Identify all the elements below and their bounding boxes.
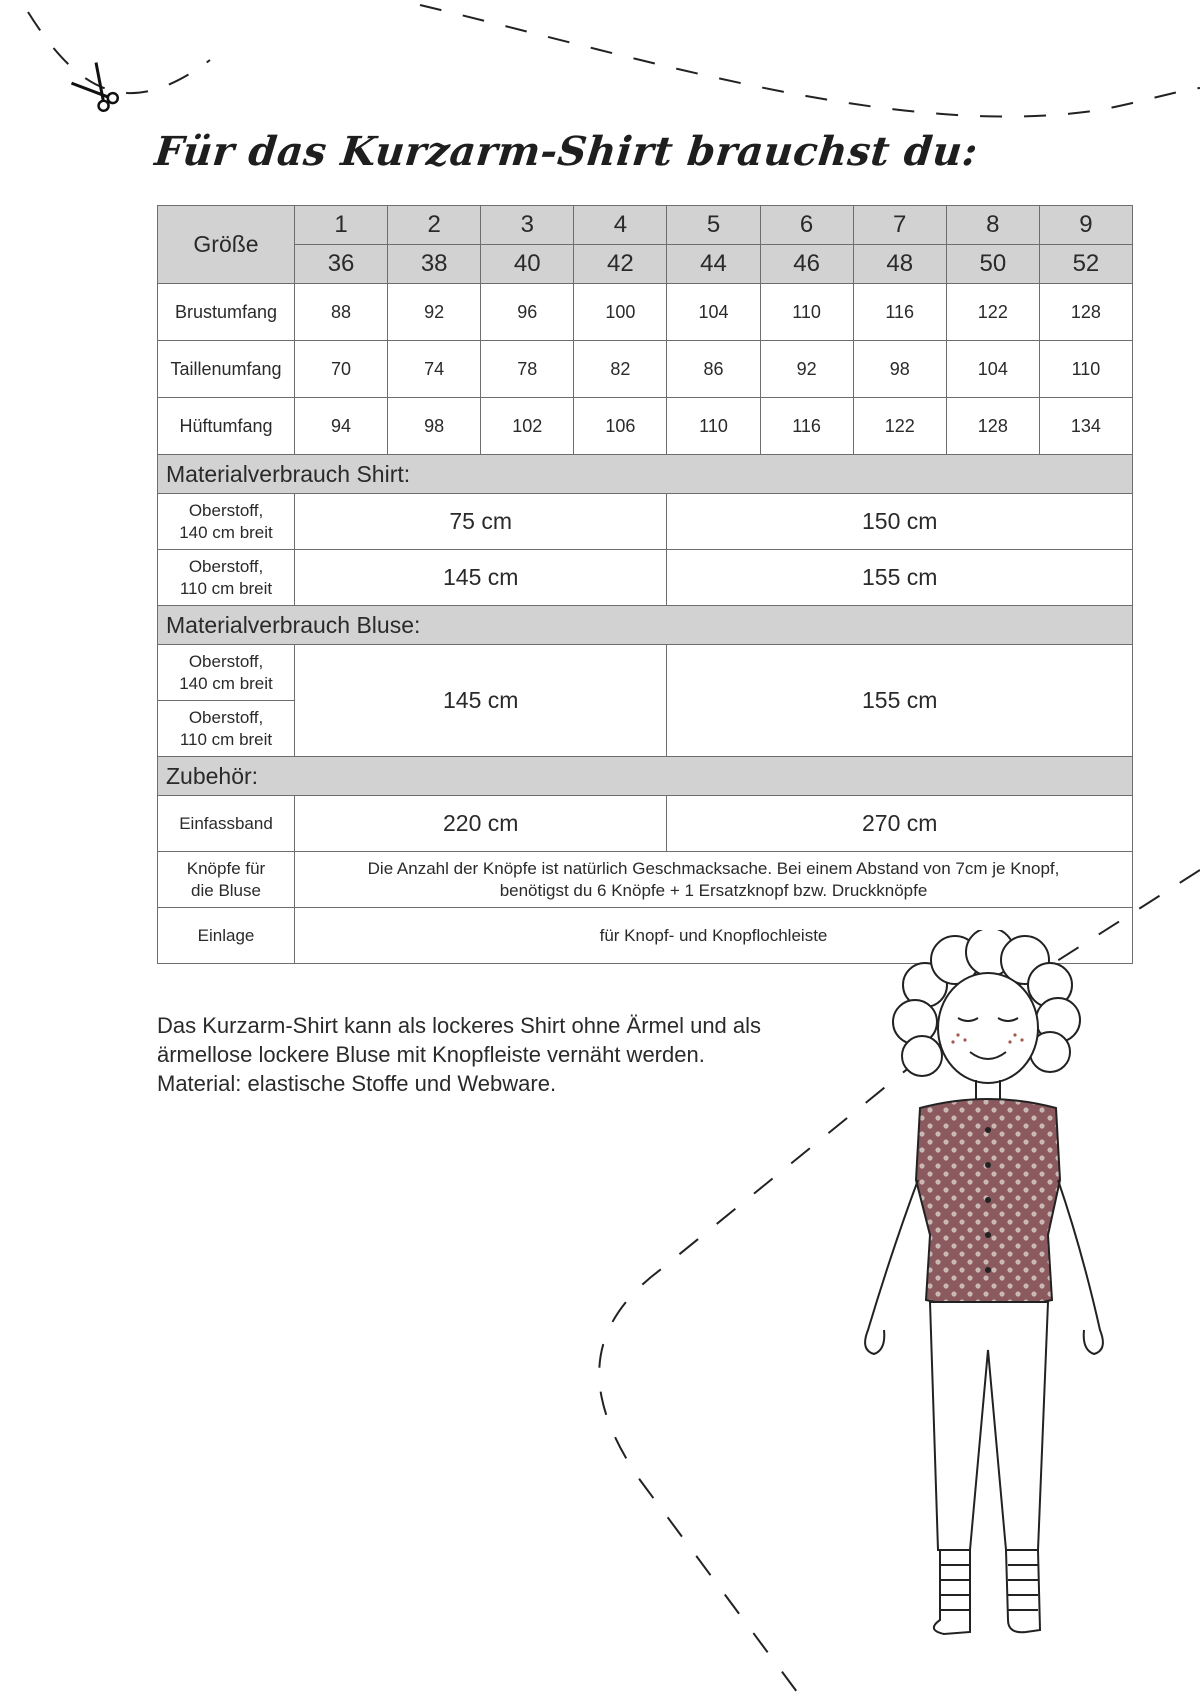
- shirt-row-140: [158, 494, 1133, 550]
- fabric-label-line: Oberstoff,: [188, 500, 264, 520]
- buttons-note: [295, 852, 1133, 908]
- size-cell: 4: [574, 206, 667, 245]
- intro-line: Das Kurzarm-Shirt kann als lockeres Shirt ohne Ärmel und als: [157, 1013, 762, 1038]
- eu-size-cell: 48: [853, 245, 946, 284]
- size-cell: 1: [295, 206, 388, 245]
- measurement-row-hip: [158, 398, 1133, 455]
- section-row-accessories: [158, 757, 1133, 796]
- fabric-width-line: 140 cm breit: [179, 673, 273, 693]
- measurement-cell: 104: [946, 341, 1039, 398]
- buttons-label-line: die Bluse: [191, 880, 261, 900]
- fabric-label: [158, 645, 295, 701]
- measurement-cell: 122: [946, 284, 1039, 341]
- buttons-label: [158, 852, 295, 908]
- measurement-cell: 106: [574, 398, 667, 455]
- fabric-label-line: Oberstoff,: [188, 651, 264, 671]
- measurement-row-bust: [158, 284, 1133, 341]
- measurement-cell: 98: [853, 341, 946, 398]
- measurement-cell: 116: [760, 398, 853, 455]
- size-cell: 5: [667, 206, 760, 245]
- measurement-cell: 86: [667, 341, 760, 398]
- binding-label: Einfassband: [158, 796, 295, 852]
- intro-line: ärmellose lockere Bluse mit Knopfleiste vernäht werden.: [157, 1042, 705, 1067]
- page-title: Für das Kurzarm-Shirt brauchst du:: [152, 128, 981, 175]
- measurement-cell: 88: [295, 284, 388, 341]
- face: [938, 973, 1038, 1083]
- section-heading-shirt: Materialverbrauch Shirt:: [158, 455, 1133, 494]
- eu-size-cell: 38: [388, 245, 481, 284]
- intro-line: Material: elastische Stoffe und Webware.: [157, 1071, 557, 1096]
- measurement-label: Taillenumfang: [158, 341, 295, 398]
- size-cell: 2: [388, 206, 481, 245]
- measurement-cell: 96: [481, 284, 574, 341]
- blouse-row-140: [158, 645, 1133, 701]
- fabric-label-line: Oberstoff,: [188, 707, 264, 727]
- measurement-label: Hüftumfang: [158, 398, 295, 455]
- eu-size-cell: 40: [481, 245, 574, 284]
- measurement-cell: 102: [481, 398, 574, 455]
- buttons-note-line: Die Anzahl der Knöpfe ist natürlich Geschmacksache. Bei einem Abstand von 7cm je Knopf,: [367, 858, 1060, 878]
- section-row-shirt: [158, 455, 1133, 494]
- interfacing-label: Einlage: [158, 908, 295, 964]
- measurement-cell: 110: [1039, 341, 1132, 398]
- intro-text: [157, 1011, 877, 1098]
- fabric-width-line: 140 cm breit: [179, 522, 273, 542]
- striped-socks: [934, 1550, 1040, 1634]
- fabric-width-line: 110 cm breit: [179, 578, 273, 598]
- size-number-row: [158, 206, 1133, 245]
- measurement-cell: 128: [946, 398, 1039, 455]
- measurement-cell: 94: [295, 398, 388, 455]
- size-cell: 7: [853, 206, 946, 245]
- fabric-width-line: 110 cm breit: [179, 729, 273, 749]
- buttons-label-line: Knöpfe für: [186, 858, 266, 878]
- size-cell: 3: [481, 206, 574, 245]
- measurement-row-waist: [158, 341, 1133, 398]
- amount-small-sizes: 145 cm: [295, 645, 667, 757]
- size-label: Größe: [158, 206, 295, 284]
- cut-line-top: [28, 5, 1200, 117]
- amount-large-sizes: 270 cm: [667, 796, 1133, 852]
- amount-small-sizes: 220 cm: [295, 796, 667, 852]
- eu-size-row: [158, 245, 1133, 284]
- amount-small-sizes: 145 cm: [295, 550, 667, 606]
- scissors-icon: [71, 63, 123, 117]
- buttons-row: [158, 852, 1133, 908]
- fabric-label: [158, 550, 295, 606]
- amount-large-sizes: 155 cm: [667, 645, 1133, 757]
- measurement-cell: 116: [853, 284, 946, 341]
- buttons-note-line: benötigst du 6 Knöpfe + 1 Ersatzknopf bzw. Druckknöpfe: [499, 880, 928, 900]
- measurement-cell: 74: [388, 341, 481, 398]
- section-row-blouse: [158, 606, 1133, 645]
- amount-large-sizes: 155 cm: [667, 550, 1133, 606]
- eu-size-cell: 42: [574, 245, 667, 284]
- section-heading-blouse: Materialverbrauch Bluse:: [158, 606, 1133, 645]
- measurement-cell: 82: [574, 341, 667, 398]
- amount-small-sizes: 75 cm: [295, 494, 667, 550]
- measurement-cell: 122: [853, 398, 946, 455]
- size-cell: 6: [760, 206, 853, 245]
- measurement-cell: 110: [760, 284, 853, 341]
- measurement-cell: 104: [667, 284, 760, 341]
- measurement-label: Brustumfang: [158, 284, 295, 341]
- size-cell: 8: [946, 206, 1039, 245]
- measurement-cell: 70: [295, 341, 388, 398]
- legs: [930, 1302, 1048, 1550]
- eu-size-cell: 52: [1039, 245, 1132, 284]
- measurement-cell: 78: [481, 341, 574, 398]
- size-cell: 9: [1039, 206, 1132, 245]
- fabric-label: [158, 701, 295, 757]
- fabric-label-line: Oberstoff,: [188, 556, 264, 576]
- measurement-cell: 134: [1039, 398, 1132, 455]
- fabric-label: [158, 494, 295, 550]
- girl-illustration: [830, 930, 1150, 1670]
- measurement-cell: 92: [760, 341, 853, 398]
- eu-size-cell: 50: [946, 245, 1039, 284]
- measurement-cell: 128: [1039, 284, 1132, 341]
- interfacing-note: für Knopf- und Knopflochleiste: [295, 908, 1133, 964]
- shirt-row-110: [158, 550, 1133, 606]
- section-heading-accessories: Zubehör:: [158, 757, 1133, 796]
- measurement-cell: 100: [574, 284, 667, 341]
- measurement-cell: 92: [388, 284, 481, 341]
- measurement-cell: 98: [388, 398, 481, 455]
- size-table: [157, 205, 1133, 964]
- measurement-cell: 110: [667, 398, 760, 455]
- eu-size-cell: 36: [295, 245, 388, 284]
- amount-large-sizes: 150 cm: [667, 494, 1133, 550]
- eu-size-cell: 46: [760, 245, 853, 284]
- binding-row: [158, 796, 1133, 852]
- eu-size-cell: 44: [667, 245, 760, 284]
